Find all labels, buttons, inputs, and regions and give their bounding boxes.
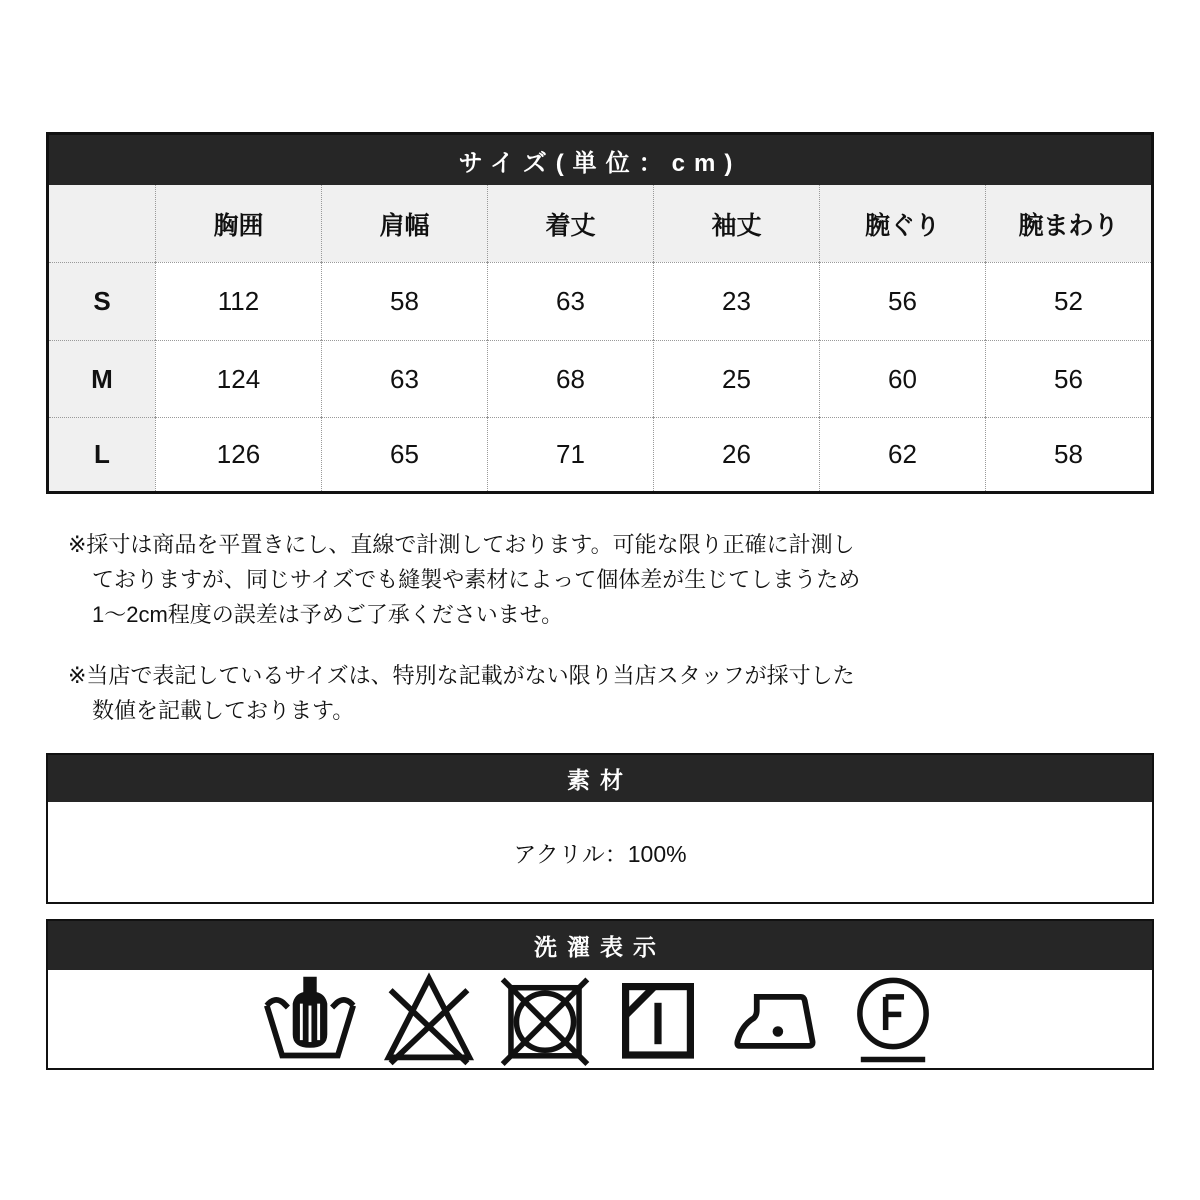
cell-s-arm-circumference: 52: [985, 262, 1151, 340]
cell-l-sleeve: 26: [653, 417, 819, 491]
note-measurement-accuracy: [68, 527, 918, 632]
corner-cell: [49, 185, 155, 262]
cell-m-chest: 124: [155, 340, 321, 417]
material-header: 素材: [48, 755, 1152, 802]
size-table-title: サイズ(単位：cm): [49, 135, 1151, 185]
row-label-s: S: [49, 262, 155, 340]
laundry-box: [46, 919, 1154, 1070]
note-line: ※当店で表記しているサイズは、特別な記載がない限り当店スタッフが採寸した: [68, 663, 855, 688]
cell-l-armhole: 62: [819, 417, 985, 491]
hand-wash-icon: [261, 971, 359, 1067]
cell-m-shoulder: 63: [321, 340, 487, 417]
note-staff-measured: [68, 658, 918, 728]
cell-s-chest: 112: [155, 262, 321, 340]
laundry-header: 洗濯表示: [48, 921, 1152, 970]
cell-m-sleeve: 25: [653, 340, 819, 417]
iron-low-heat-icon: [725, 971, 825, 1067]
note-line: 1〜2cm程度の誤差は予めご了承くださいませ。: [92, 602, 564, 627]
col-header-chest: 胸囲: [155, 185, 321, 262]
note-line: ておりますが、同じサイズでも縫製や素材によって個体差が生じてしまうため: [92, 567, 861, 592]
laundry-symbols: [48, 970, 1152, 1068]
cell-l-chest: 126: [155, 417, 321, 491]
measurement-notes: [68, 527, 918, 728]
cell-m-armhole: 60: [819, 340, 985, 417]
col-header-arm-circumference: 腕まわり: [985, 185, 1151, 262]
cell-s-armhole: 56: [819, 262, 985, 340]
line-dry-in-shade-icon: [613, 971, 703, 1067]
cell-s-sleeve: 23: [653, 262, 819, 340]
col-header-shoulder: 肩幅: [321, 185, 487, 262]
material-value: アクリル：100%: [513, 840, 687, 867]
cell-m-arm-circumference: 56: [985, 340, 1151, 417]
col-header-length: 着丈: [487, 185, 653, 262]
professional-dry-clean-F-gentle-icon: [847, 971, 939, 1067]
row-label-m: M: [49, 340, 155, 417]
row-label-l: L: [49, 417, 155, 491]
cell-s-length: 63: [487, 262, 653, 340]
size-table: [46, 132, 1154, 494]
note-line: ※採寸は商品を平置きにし、直線で計測しております。可能な限り正確に計測し: [68, 532, 855, 557]
col-header-armhole: 腕ぐり: [819, 185, 985, 262]
cell-m-length: 68: [487, 340, 653, 417]
material-box: [46, 753, 1154, 904]
note-line: 数値を記載しております。: [92, 698, 355, 723]
do-not-bleach-icon: [381, 971, 477, 1067]
cell-s-shoulder: 58: [321, 262, 487, 340]
size-table-grid: [49, 185, 1151, 491]
col-header-sleeve: 袖丈: [653, 185, 819, 262]
cell-l-arm-circumference: 58: [985, 417, 1151, 491]
do-not-tumble-dry-icon: [499, 971, 591, 1067]
cell-l-length: 71: [487, 417, 653, 491]
cell-l-shoulder: 65: [321, 417, 487, 491]
